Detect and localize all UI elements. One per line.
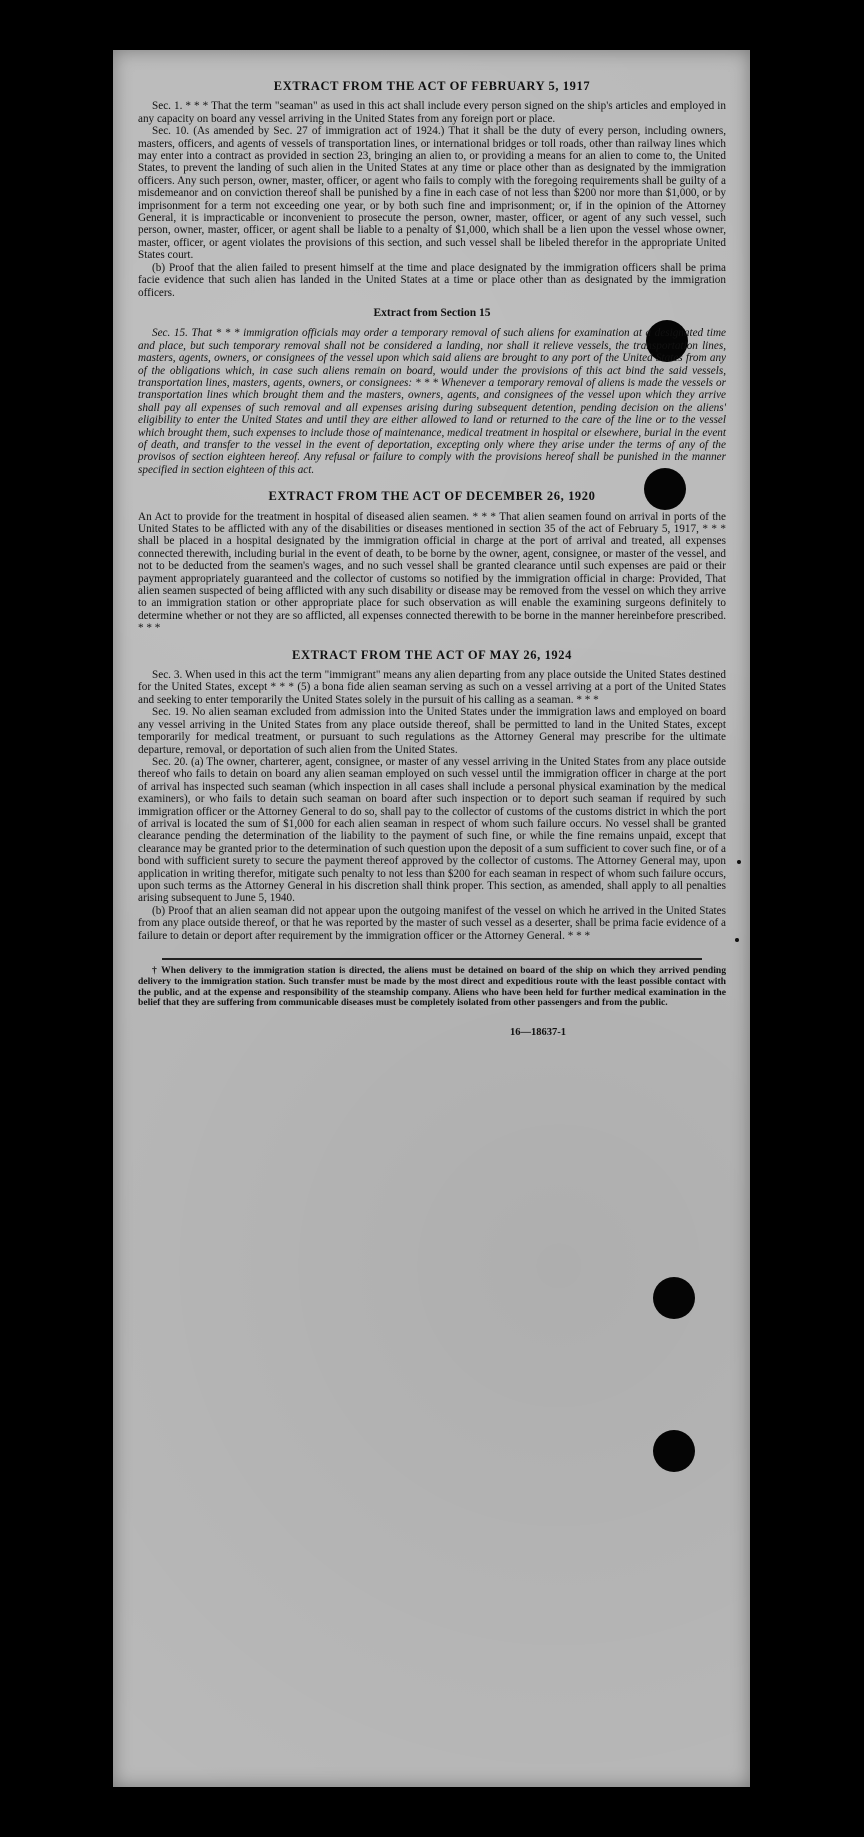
punch-hole-4 (653, 1430, 695, 1472)
paragraph: (b) Proof that the alien failed to present himself at the time and place designated by the immigration officers shall be prima facie evidence that such alien has landed in the United States at a time or place other than as designated by the immigration officers. (138, 261, 726, 299)
paragraph: Sec. 15. That * * * immigration officials may order a temporary removal of such aliens for examination at a designated time and place, but such temporary removal shall not be considered a landing, nor shall it relieve vessels, the transportation lines, masters, agents, owners, or consignees of the vessel upon which said aliens are brought to any port of the United States from any of the obligations which, in case such aliens remain on board, would under the provisions of this act bind the said vessels, transportation lines, masters, agents, owners, or consignees: * * * Whenever a temporary removal of aliens is made the vessels or transportation lines which brought them and the masters, owners, agents, and consignees of the vessel upon which they arrive shall pay all expenses of such removal and all expenses arising during subsequent detention, pending decision on the aliens' eligibility to enter the United States and until they are either allowed to land or returned to the care of the line or to the vessel which brought them, such expenses to include those of maintenance, medical treatment in hospital or elsewhere, burial in the event of death, and transfer to the vessel in the event of deportation, excepting only where they arise under the terms of any of the provisos of section eighteen hereof. Any refusal or failure to comply with the provisions hereof shall be punished in the manner specified in section eighteen of this act. (138, 327, 726, 476)
paragraph: Sec. 20. (a) The owner, charterer, agent, consignee, or master of any vessel arriving in the United States from any place outside thereof who fails to detain on board any alien seaman employed on such vessel until the immigration officer in charge at the port of arrival has inspected such seaman (which inspection in all cases shall include a personal physical examination by the medical examiners), or who fails to detain such seaman on board after such inspection or to deport such seaman if required by such immigration officer or the Attorney General to do so, shall pay to the collector of customs of the customs district in which the port of arrival is located the sum of $1,000 for each alien seaman in respect of whom such failure occurs. No vessel shall be granted clearance pending the determination of the liability to the payment of such fine, or while the fine remains unpaid, except that clearance may be granted prior to the determination of such question upon the deposit of a sum sufficient to cover such fine, or of a bond with sufficient surety to secure the payment thereof approved by the collector of customs. The Attorney General may, upon application in writing therefor, mitigate such penalty to not less than $200 for each seaman in respect of whom such failure occurs, upon such terms as the Attorney General in his discretion shall think proper. This section, as amended, shall apply to all penalties arising subsequent to June 5, 1940. (138, 755, 726, 905)
section-heading: EXTRACT FROM THE ACT OF FEBRUARY 5, 1917 (273, 79, 591, 93)
paragraph: An Act to provide for the treatment in hospital of diseased alien seamen. * * * That alien seamen found on arrival in ports of the United States to be afflicted with any of the disabilities or diseases mentioned in section 35 of the act of February 5, 1917, * * * shall be placed in a hospital designated by the immigration official in charge at the port of arrival and treated, all expenses connected therewith, including burial in the event of death, to be borne by the owner, agent, consignee, or master of the vessel, and not to be deducted from the seamen's wages, and no such vessel shall be granted clearance until such expenses are paid or their payment appropriately guaranteed and the collector of customs so notified by the immigration official in charge: Provided, That alien seamen suspected of being afflicted with any such disability or disease may be removed from the vessel on which they arrive to an immigration station or other appropriate place for such observation as will enable the examining surgeons definitely to determine whether or not they are so afflicted, all expenses connected therewith to be borne in the manner hereinbefore prescribed. * * * (138, 510, 726, 635)
paragraph: Sec. 3. When used in this act the term "immigrant" means any alien departing from any place outside the United States destined for the United States, except * * * (5) a bona fide alien seaman serving as such on a vessel arriving at a port of the United States and seeking to enter temporarily the United States solely in the pursuit of his calling as a seaman. * * * (138, 669, 726, 706)
punch-hole-3 (653, 1277, 695, 1319)
paragraph: Sec. 10. (As amended by Sec. 27 of immigration act of 1924.) That it shall be the duty of every person, including owners, masters, officers, and agents of vessels of transportation lines, or international bridges or toll roads, other than railway lines which may enter into a contract as provided in section 23, bringing an alien to, or providing a means for an alien to come to, the United States, to prevent the landing of such alien in the United States at any time or place other than as designated by the immigration officers. Any such person, owner, master, officer, or agent who fails to comply with the foregoing requirements shall be guilty of a misdemeanor and on conviction thereof shall be punished by a fine in each case of not less than $200 nor more than $1,000, or by imprisonment for a term not exceeding one year, or by both such fine and imprisonment; or, if in the opinion of the Attorney General, it is impracticable or inconvenient to prosecute the person, owner, master, officer, or agent of any such vessel, such person, owner, master, officer, or agent shall be liable to a penalty of $1,000, which shall be a lien upon the vessel whose owner, master, officer, or agent violates the provisions of this section, and such vessel shall be libeled therefor in the appropriate United States court. (138, 125, 726, 262)
document-body (138, 80, 726, 1040)
ink-speck (735, 938, 739, 942)
document-page (113, 50, 750, 1787)
footnote: † When delivery to the immigration station is directed, the aliens must be detained on board of the ship on which they arrived pending delivery to the immigration station. Such transfer must be made by the most direct and expeditious route with the least possible contact with the public, and at the expense and responsibility of the steamship company. Aliens who have been held for further medical examination in the belief that they are suffering from communicable diseases must be completely isolated from other passengers and from the public. (138, 965, 726, 1009)
ink-speck (737, 860, 741, 864)
form-number: 16—18637-1 (510, 1027, 566, 1039)
section-heading: EXTRACT FROM THE ACT OF MAY 26, 1924 (292, 647, 572, 662)
paragraph: (b) Proof that an alien seaman did not appear upon the outgoing manifest of the vessel on which he arrived in the United States from any place outside thereof, or that he was reported by the master of such vessel as a deserter, shall be prima facie evidence of a failure to detain or deport after requirement by the immigration officer or the Attorney General. * * * (138, 904, 726, 942)
section-subheading: Extract from Section 15 (373, 306, 491, 319)
paragraph: Sec. 19. No alien seaman excluded from admission into the United States under the immigration laws and employed on board any vessel arriving in the United States from any place outside thereof, shall be permitted to land in the United States, except temporarily for medical treatment, or pursuant to such regulations as the Attorney General may prescribe for the ultimate departure, removal, or deportation of such alien from the United States. (138, 706, 726, 756)
divider-rule (162, 958, 703, 960)
paragraph: Sec. 1. * * * That the term "seaman" as used in this act shall include every person signed on the ship's articles and employed in any capacity on board any vessel arriving in the United States from any foreign port or place. (138, 100, 726, 125)
section-heading: EXTRACT FROM THE ACT OF DECEMBER 26, 1920 (268, 489, 596, 504)
